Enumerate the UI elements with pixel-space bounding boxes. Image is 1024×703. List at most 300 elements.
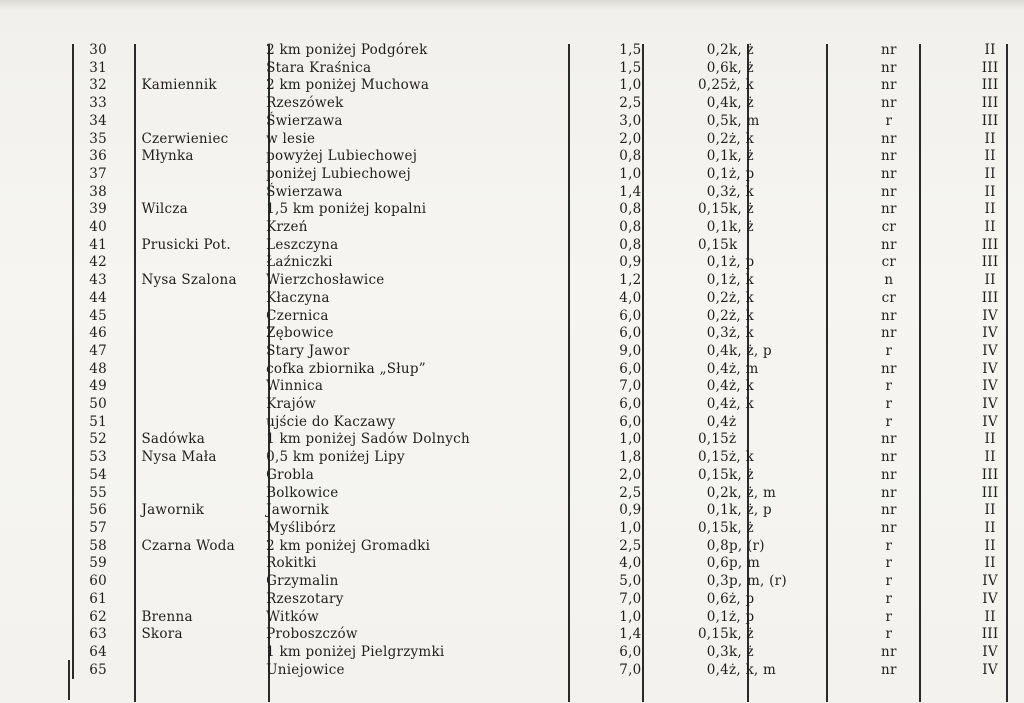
row-number: 61 bbox=[89, 590, 107, 607]
substrate: k, ż bbox=[729, 95, 754, 112]
table-row bbox=[66, 308, 1024, 326]
row-number: 41 bbox=[89, 236, 107, 253]
substrate: ż, k bbox=[729, 307, 754, 324]
value-2: 0,1 bbox=[706, 254, 729, 271]
substrate: ż, k bbox=[729, 183, 754, 200]
row-gap bbox=[107, 42, 141, 60]
value-2: 0,4 bbox=[706, 378, 729, 395]
row-number: 58 bbox=[89, 537, 107, 554]
quality-class: II bbox=[984, 165, 996, 182]
table-row bbox=[66, 219, 1024, 237]
substrate: ż, k bbox=[729, 378, 754, 395]
table-row bbox=[66, 414, 1024, 432]
table-row bbox=[66, 325, 1024, 343]
value-2: 0,15 bbox=[697, 466, 729, 483]
row-gap bbox=[107, 449, 141, 467]
value-1: 1,2 bbox=[619, 272, 642, 289]
class-code: cr bbox=[881, 254, 897, 271]
row-number: 54 bbox=[89, 466, 107, 483]
value-2: 0,4 bbox=[706, 396, 729, 413]
class-code: nr bbox=[881, 236, 897, 253]
row-number: 55 bbox=[89, 484, 107, 501]
river-name bbox=[141, 308, 266, 326]
substrate: ż, k bbox=[729, 449, 754, 466]
substrate: ż bbox=[729, 431, 737, 448]
river-name bbox=[141, 396, 266, 414]
value-2: 0,6 bbox=[706, 59, 729, 76]
value-2: 0,4 bbox=[706, 360, 729, 377]
value-2: 0,3 bbox=[706, 325, 729, 342]
quality-class: IV bbox=[982, 413, 998, 430]
site-name: 1 km poniżej Pielgrzymki bbox=[266, 643, 445, 660]
value-2: 0,1 bbox=[706, 165, 729, 182]
substrate: ż, k, m bbox=[729, 661, 777, 678]
row-number: 38 bbox=[89, 183, 107, 200]
quality-class: II bbox=[984, 502, 996, 519]
river-name bbox=[141, 414, 266, 432]
table-row bbox=[66, 184, 1024, 202]
quality-class: II bbox=[984, 42, 996, 58]
table-row bbox=[66, 538, 1024, 556]
value-2: 0,6 bbox=[706, 555, 729, 572]
class-code: r bbox=[885, 378, 893, 395]
value-2: 0,1 bbox=[706, 219, 729, 236]
value-1: 0,8 bbox=[619, 148, 642, 165]
class-code: r bbox=[885, 608, 893, 625]
quality-class: IV bbox=[982, 342, 998, 359]
river-name bbox=[141, 184, 266, 202]
quality-class: II bbox=[984, 537, 996, 554]
river-name bbox=[141, 378, 266, 396]
table-row bbox=[66, 573, 1024, 591]
row-number: 57 bbox=[89, 519, 107, 536]
substrate: k, ż, m bbox=[729, 484, 777, 501]
site-name: Rzeszotary bbox=[266, 590, 344, 607]
quality-class: II bbox=[984, 449, 996, 466]
river-name bbox=[141, 290, 266, 308]
site-name: Kłaczyna bbox=[266, 289, 330, 306]
quality-class: IV bbox=[982, 378, 998, 395]
site-name: 0,5 km poniżej Lipy bbox=[266, 449, 405, 466]
value-1: 1,5 bbox=[619, 59, 642, 76]
site-name: Proboszczów bbox=[266, 626, 358, 643]
site-name: Łaźniczki bbox=[266, 254, 333, 271]
row-number: 62 bbox=[89, 608, 107, 625]
river-name bbox=[141, 467, 266, 485]
value-2: 0,5 bbox=[706, 112, 729, 129]
value-1: 6,0 bbox=[619, 325, 642, 342]
value-1: 0,8 bbox=[619, 219, 642, 236]
row-gap bbox=[107, 95, 141, 113]
river-name: Czarna Woda bbox=[141, 537, 235, 554]
table-row bbox=[66, 626, 1024, 644]
river-name: Nysa Szalona bbox=[141, 272, 237, 289]
value-1: 1,4 bbox=[619, 626, 642, 643]
row-gap bbox=[107, 131, 141, 149]
table-row bbox=[66, 290, 1024, 308]
row-gap bbox=[107, 573, 141, 591]
row-gap bbox=[107, 396, 141, 414]
site-name: 1,5 km poniżej kopalni bbox=[266, 201, 427, 218]
value-1: 7,0 bbox=[619, 378, 642, 395]
substrate: k bbox=[729, 236, 738, 253]
quality-class: II bbox=[984, 201, 996, 218]
table-row bbox=[66, 378, 1024, 396]
class-code: nr bbox=[881, 484, 897, 501]
row-gap bbox=[107, 662, 141, 680]
quality-class: III bbox=[981, 95, 999, 112]
class-code: nr bbox=[881, 148, 897, 165]
site-name: Czernica bbox=[266, 307, 329, 324]
substrate: k, ż bbox=[729, 219, 754, 236]
row-number: 48 bbox=[89, 360, 107, 377]
row-number: 63 bbox=[89, 626, 107, 643]
row-number: 56 bbox=[89, 502, 107, 519]
class-code: nr bbox=[881, 42, 897, 58]
value-1: 1,8 bbox=[619, 449, 642, 466]
class-code: nr bbox=[881, 201, 897, 218]
value-1: 7,0 bbox=[619, 590, 642, 607]
value-2: 0,4 bbox=[706, 661, 729, 678]
value-2: 0,2 bbox=[706, 289, 729, 306]
river-name: Jawornik bbox=[141, 502, 205, 519]
value-1: 1,0 bbox=[619, 165, 642, 182]
value-1: 2,5 bbox=[619, 537, 642, 554]
data-table bbox=[66, 42, 1024, 679]
table-row bbox=[66, 166, 1024, 184]
class-code: nr bbox=[881, 431, 897, 448]
table-row bbox=[66, 60, 1024, 78]
river-name: Nysa Mała bbox=[141, 449, 217, 466]
site-name: Grobla bbox=[266, 466, 314, 483]
value-1: 1,0 bbox=[619, 431, 642, 448]
quality-class: III bbox=[981, 112, 999, 129]
site-name: Krzeń bbox=[266, 219, 308, 236]
value-2: 0,15 bbox=[697, 626, 729, 643]
row-gap bbox=[107, 467, 141, 485]
table-row bbox=[66, 591, 1024, 609]
site-name: powyżej Lubiechowej bbox=[266, 148, 418, 165]
class-code: nr bbox=[881, 59, 897, 76]
table-body bbox=[66, 42, 1024, 679]
substrate: k, ż, p bbox=[729, 342, 772, 359]
class-code: nr bbox=[881, 643, 897, 660]
row-gap bbox=[107, 343, 141, 361]
river-name bbox=[141, 520, 266, 538]
river-name bbox=[141, 485, 266, 503]
substrate: k, ż bbox=[729, 626, 754, 643]
substrate: ż, p bbox=[729, 165, 755, 182]
class-code: nr bbox=[881, 502, 897, 519]
table-row bbox=[66, 502, 1024, 520]
row-number: 44 bbox=[89, 289, 107, 306]
site-name: Stara Kraśnica bbox=[266, 59, 372, 76]
substrate: ż, m bbox=[729, 360, 759, 377]
quality-class: III bbox=[981, 289, 999, 306]
site-name: cofka zbiornika „Słup” bbox=[266, 360, 426, 377]
site-name: Leszczyna bbox=[266, 236, 339, 253]
river-name: Młynka bbox=[141, 148, 194, 165]
value-2: 0,1 bbox=[706, 272, 729, 289]
row-gap bbox=[107, 308, 141, 326]
substrate: ż, p bbox=[729, 254, 755, 271]
row-number: 46 bbox=[89, 325, 107, 342]
value-1: 2,0 bbox=[619, 130, 642, 147]
river-name bbox=[141, 254, 266, 272]
value-1: 1,0 bbox=[619, 608, 642, 625]
substrate: k, ż bbox=[729, 466, 754, 483]
river-name bbox=[141, 219, 266, 237]
value-2: 0,1 bbox=[706, 502, 729, 519]
quality-class: IV bbox=[982, 590, 998, 607]
row-gap bbox=[107, 361, 141, 379]
table-row bbox=[66, 644, 1024, 662]
row-gap bbox=[107, 201, 141, 219]
table-row bbox=[66, 254, 1024, 272]
row-gap bbox=[107, 148, 141, 166]
substrate: p, m, (r) bbox=[729, 573, 787, 590]
value-2: 0,15 bbox=[697, 519, 729, 536]
value-1: 1,0 bbox=[619, 519, 642, 536]
row-number: 30 bbox=[89, 42, 107, 58]
value-2: 0,3 bbox=[706, 643, 729, 660]
substrate: k, ż bbox=[729, 519, 754, 536]
table-row bbox=[66, 201, 1024, 219]
row-gap bbox=[107, 219, 141, 237]
site-name: Wierzchosławice bbox=[266, 272, 385, 289]
site-name: w lesie bbox=[266, 130, 316, 147]
value-1: 2,0 bbox=[619, 466, 642, 483]
value-2: 0,15 bbox=[697, 201, 729, 218]
quality-class: III bbox=[981, 77, 999, 94]
substrate: ż, k bbox=[729, 396, 754, 413]
value-2: 0,2 bbox=[706, 42, 729, 58]
site-name: Krajów bbox=[266, 396, 317, 413]
site-name: Jawornik bbox=[266, 502, 329, 519]
substrate: k, m bbox=[729, 112, 760, 129]
substrate: ż, k bbox=[729, 130, 754, 147]
class-code: r bbox=[885, 537, 893, 554]
row-gap bbox=[107, 237, 141, 255]
value-2: 0,2 bbox=[706, 484, 729, 501]
quality-class: II bbox=[984, 183, 996, 200]
site-name: Świerzawa bbox=[266, 112, 343, 129]
row-gap bbox=[107, 609, 141, 627]
row-number: 36 bbox=[89, 148, 107, 165]
row-number: 47 bbox=[89, 342, 107, 359]
table-row bbox=[66, 42, 1024, 60]
value-2: 0,4 bbox=[706, 413, 729, 430]
site-name: Świerzawa bbox=[266, 183, 343, 200]
row-gap bbox=[107, 502, 141, 520]
river-name bbox=[141, 573, 266, 591]
site-name: Uniejowice bbox=[266, 661, 345, 678]
class-code: nr bbox=[881, 77, 897, 94]
row-number: 42 bbox=[89, 254, 107, 271]
river-name bbox=[141, 591, 266, 609]
quality-class: IV bbox=[982, 325, 998, 342]
row-number: 40 bbox=[89, 219, 107, 236]
site-name: ujście do Kaczawy bbox=[266, 413, 396, 430]
table-row bbox=[66, 131, 1024, 149]
row-gap bbox=[107, 77, 141, 95]
quality-class: IV bbox=[982, 643, 998, 660]
substrate: ż, k bbox=[729, 77, 754, 94]
river-name bbox=[141, 662, 266, 680]
row-gap bbox=[107, 485, 141, 503]
quality-class: IV bbox=[982, 360, 998, 377]
row-number: 33 bbox=[89, 95, 107, 112]
table-row bbox=[66, 272, 1024, 290]
table-row bbox=[66, 113, 1024, 131]
value-1: 6,0 bbox=[619, 396, 642, 413]
quality-class: IV bbox=[982, 307, 998, 324]
value-2: 0,3 bbox=[706, 573, 729, 590]
row-gap bbox=[107, 431, 141, 449]
table-row bbox=[66, 662, 1024, 680]
river-name: Sadówka bbox=[141, 431, 206, 448]
row-number: 45 bbox=[89, 307, 107, 324]
class-code: n bbox=[884, 272, 894, 289]
site-name: Rzeszówek bbox=[266, 95, 344, 112]
site-name: Bolkowice bbox=[266, 484, 339, 501]
value-1: 0,9 bbox=[619, 502, 642, 519]
class-code: cr bbox=[881, 289, 897, 306]
row-gap bbox=[107, 555, 141, 573]
class-code: r bbox=[885, 396, 893, 413]
river-name: Wilcza bbox=[141, 201, 188, 218]
table-row bbox=[66, 95, 1024, 113]
class-code: nr bbox=[881, 360, 897, 377]
site-name: Rokitki bbox=[266, 555, 317, 572]
class-code: r bbox=[885, 590, 893, 607]
value-2: 0,25 bbox=[697, 77, 729, 94]
quality-class: II bbox=[984, 272, 996, 289]
row-gap bbox=[107, 538, 141, 556]
substrate: ż, k bbox=[729, 272, 754, 289]
class-code: r bbox=[885, 555, 893, 572]
substrate: ż bbox=[729, 413, 737, 430]
value-2: 0,15 bbox=[697, 449, 729, 466]
quality-class: II bbox=[984, 219, 996, 236]
value-1: 2,5 bbox=[619, 484, 642, 501]
value-2: 0,8 bbox=[706, 537, 729, 554]
value-1: 2,5 bbox=[619, 95, 642, 112]
quality-class: III bbox=[981, 59, 999, 76]
river-name: Kamiennik bbox=[141, 77, 217, 94]
row-number: 43 bbox=[89, 272, 107, 289]
row-gap bbox=[107, 414, 141, 432]
row-gap bbox=[107, 113, 141, 131]
row-gap bbox=[107, 591, 141, 609]
class-code: nr bbox=[881, 661, 897, 678]
class-code: nr bbox=[881, 130, 897, 147]
row-gap bbox=[107, 325, 141, 343]
row-gap bbox=[107, 60, 141, 78]
quality-class: II bbox=[984, 519, 996, 536]
row-gap bbox=[107, 166, 141, 184]
row-gap bbox=[107, 520, 141, 538]
quality-class: III bbox=[981, 626, 999, 643]
river-name bbox=[141, 555, 266, 573]
table-row bbox=[66, 148, 1024, 166]
value-2: 0,4 bbox=[706, 95, 729, 112]
row-gap bbox=[107, 184, 141, 202]
substrate: k, ż bbox=[729, 643, 754, 660]
substrate: p, (r) bbox=[729, 537, 765, 554]
value-1: 0,8 bbox=[619, 236, 642, 253]
quality-class: II bbox=[984, 148, 996, 165]
table-row bbox=[66, 449, 1024, 467]
class-code: r bbox=[885, 112, 893, 129]
row-number: 51 bbox=[89, 413, 107, 430]
value-1: 0,8 bbox=[619, 201, 642, 218]
quality-class: II bbox=[984, 555, 996, 572]
row-number: 50 bbox=[89, 396, 107, 413]
value-1: 7,0 bbox=[619, 661, 642, 678]
row-number: 60 bbox=[89, 573, 107, 590]
table-row bbox=[66, 467, 1024, 485]
river-name: Skora bbox=[141, 626, 183, 643]
river-name bbox=[141, 42, 266, 60]
class-code: nr bbox=[881, 183, 897, 200]
river-name bbox=[141, 60, 266, 78]
class-code: r bbox=[885, 413, 893, 430]
value-1: 1,5 bbox=[619, 42, 642, 58]
value-1: 4,0 bbox=[619, 289, 642, 306]
value-1: 6,0 bbox=[619, 360, 642, 377]
class-code: nr bbox=[881, 165, 897, 182]
table-row bbox=[66, 343, 1024, 361]
site-name: Grzymalin bbox=[266, 573, 339, 590]
quality-class: III bbox=[981, 236, 999, 253]
river-name: Brenna bbox=[141, 608, 193, 625]
site-name: Zębowice bbox=[266, 325, 334, 342]
value-1: 4,0 bbox=[619, 555, 642, 572]
class-code: r bbox=[885, 342, 893, 359]
quality-class: II bbox=[984, 431, 996, 448]
value-1: 1,4 bbox=[619, 183, 642, 200]
class-code: cr bbox=[881, 219, 897, 236]
row-gap bbox=[107, 290, 141, 308]
river-name: Prusicki Pot. bbox=[141, 236, 231, 253]
row-number: 52 bbox=[89, 431, 107, 448]
value-2: 0,15 bbox=[697, 431, 729, 448]
river-name bbox=[141, 325, 266, 343]
site-name: 2 km poniżej Muchowa bbox=[266, 77, 430, 94]
quality-class: III bbox=[981, 254, 999, 271]
table-row bbox=[66, 609, 1024, 627]
substrate: ż, k bbox=[729, 325, 754, 342]
value-1: 6,0 bbox=[619, 643, 642, 660]
table-row bbox=[66, 431, 1024, 449]
value-1: 9,0 bbox=[619, 342, 642, 359]
row-number: 64 bbox=[89, 643, 107, 660]
row-number: 53 bbox=[89, 449, 107, 466]
row-number: 32 bbox=[89, 77, 107, 94]
substrate: ż, p bbox=[729, 608, 755, 625]
table-row bbox=[66, 555, 1024, 573]
site-name: 2 km poniżej Podgórek bbox=[266, 42, 428, 58]
value-2: 0,4 bbox=[706, 342, 729, 359]
quality-class: III bbox=[981, 466, 999, 483]
row-number: 37 bbox=[89, 165, 107, 182]
value-2: 0,15 bbox=[697, 236, 729, 253]
value-2: 0,2 bbox=[706, 307, 729, 324]
site-name: Stary Jawor bbox=[266, 342, 350, 359]
row-gap bbox=[107, 378, 141, 396]
river-name: Czerwieniec bbox=[141, 130, 229, 147]
